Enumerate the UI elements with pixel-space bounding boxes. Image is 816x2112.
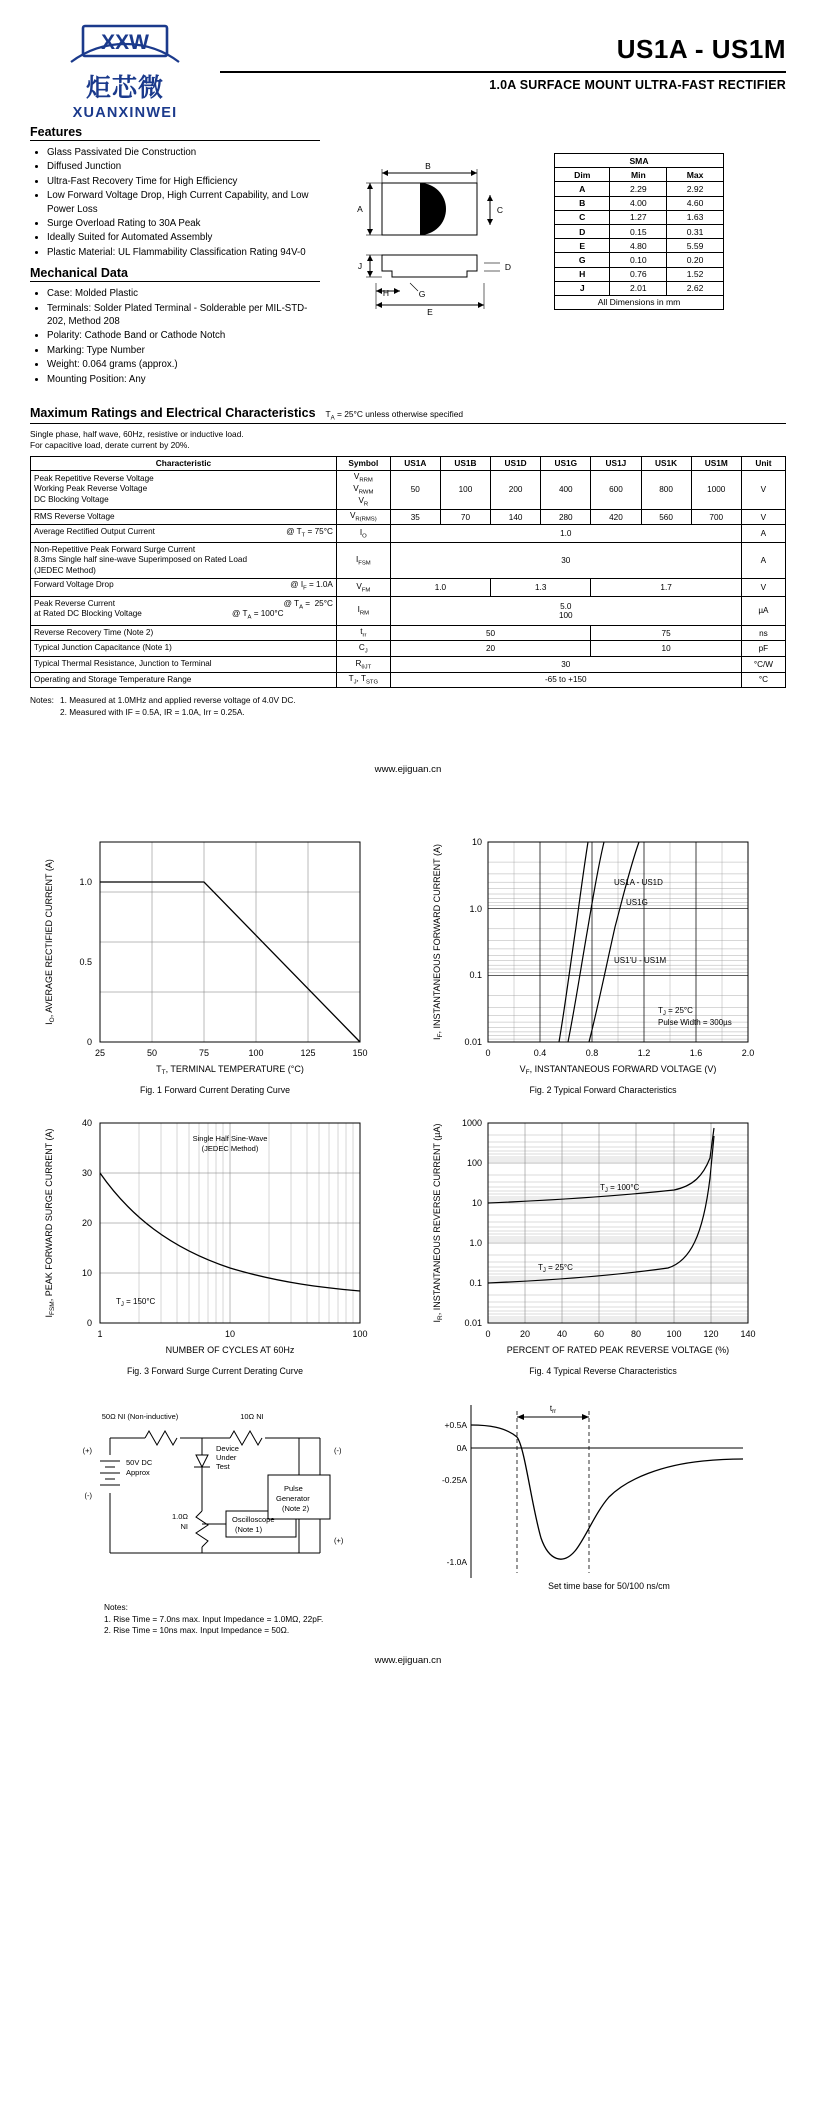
curve-us1j-us1m (589, 842, 639, 1042)
y-axis-label: $I_R$, INSTANTANEOUS REVERSE CURRENT (µA) (432, 1123, 444, 1323)
col-symbol: Symbol (336, 456, 390, 470)
cell-span: -65 to +150 (390, 672, 741, 688)
x-tick: 0 (485, 1329, 491, 1340)
y-tick: 0 (86, 1037, 92, 1048)
x-tick: 100 (248, 1048, 264, 1059)
note-item: 2. Rise Time = 10ns max. Input Impedance = 50Ω. (104, 1625, 290, 1636)
fig2-plot (418, 827, 788, 1077)
cell: B (555, 196, 610, 210)
char-line: 8.3ms Single half sine-wave Superimposed on Rated Load (34, 555, 248, 565)
cell: 280 (541, 509, 591, 525)
figure-3-caption: Fig. 3 Forward Surge Current Derating Curve (126, 1366, 303, 1377)
table-row (31, 525, 786, 543)
char-line: at Rated DC Blocking Voltage (34, 609, 142, 619)
table-row (31, 641, 786, 657)
y-tick: 0.5 (79, 957, 92, 968)
circuit-notes (30, 1602, 403, 1637)
row-symbol: $R_{\theta JT}$ (336, 657, 390, 673)
row-characteristic (31, 470, 337, 509)
row-symbol: $I_O$ (336, 525, 390, 543)
fig4-plot (418, 1108, 788, 1358)
svg-text:XXW: XXW (101, 31, 149, 54)
table-row (555, 295, 724, 309)
list-item: • Polarity: Cathode Band or Cathode Notch (47, 329, 320, 342)
table-row (31, 657, 786, 673)
annotation: Single Half Sine-Wave (192, 1134, 268, 1144)
y-tick: 10 (471, 837, 482, 848)
x-axis-label: $V_F$, INSTANTANEOUS FORWARD VOLTAGE (V) (519, 1064, 717, 1077)
list-item: • Diffused Junction (47, 160, 320, 173)
cell: H (555, 267, 610, 281)
cell-group: 50 (390, 625, 591, 641)
chart-row-2 (30, 1108, 786, 1377)
cell: 35 (390, 509, 440, 525)
polarity-minus: (-) (84, 1491, 92, 1501)
test-circuit-diagram (30, 1393, 400, 1593)
circuit-notes-title: Notes: (104, 1602, 128, 1613)
dut-label: Device (216, 1444, 239, 1454)
cell-unit: V (741, 509, 785, 525)
dim-label-B: B (425, 161, 431, 171)
cell: 0.31 (667, 224, 724, 238)
list-item: • Terminals: Solder Plated Terminal - Solderable per MIL-STD-202, Method 208 (47, 302, 320, 329)
y-tick: 0.1 (469, 1278, 482, 1289)
cell: D (555, 224, 610, 238)
upper-section (30, 125, 786, 390)
dim-label-C: C (496, 205, 504, 215)
char-condition: @ $T_T = 75^\circ C$ (286, 526, 333, 539)
cell-unit: A (741, 525, 785, 543)
title-block (220, 22, 786, 92)
series-label: US1A - US1D (614, 878, 663, 888)
list-item: • Glass Passivated Die Construction (47, 146, 320, 159)
cell-unit: V (741, 578, 785, 596)
cell-unit: °C/W (741, 657, 785, 673)
cell: 0.20 (667, 253, 724, 267)
y-tick: 30 (81, 1168, 92, 1179)
figure-4 (418, 1108, 788, 1377)
cell: J (555, 281, 610, 295)
table-row (555, 196, 724, 210)
figure-3 (30, 1108, 400, 1377)
row-characteristic: Typical Thermal Resistance, Junction to Terminal (31, 657, 337, 673)
cell-span: 30 (390, 543, 741, 579)
mechanical-list (30, 287, 320, 386)
x-tick: 10 (224, 1329, 236, 1340)
waveform-caption: Set time base for 50/100 ns/cm (548, 1581, 670, 1592)
cell-unit: A (741, 543, 785, 579)
fig3-plot (30, 1108, 400, 1358)
table-row (555, 154, 724, 168)
list-item: • Plastic Material: UL Flammability Classification Rating 94V-0 (47, 246, 320, 259)
features-heading: Features (30, 125, 320, 141)
page-header (30, 22, 786, 125)
test-circuit (30, 1393, 403, 1637)
x-tick: 1.2 (637, 1048, 651, 1059)
y-tick: 40 (81, 1118, 92, 1129)
table-row (31, 543, 786, 579)
col-us1d: US1D (491, 456, 541, 470)
table-row (555, 210, 724, 224)
package-drawing-column (332, 125, 542, 390)
waveform-curve (471, 1425, 743, 1559)
y-tick: 100 (466, 1158, 482, 1169)
dut-label: Test (216, 1462, 230, 1472)
cell: C (555, 210, 610, 224)
cell-group: 1.7 (591, 578, 741, 596)
dim-label-H: H (382, 288, 390, 298)
col-header-dim: Dim (555, 168, 610, 182)
figure-2 (418, 827, 788, 1096)
resistor-10-label: 10Ω NI (240, 1412, 264, 1422)
char-line: Forward Voltage Drop (34, 580, 114, 590)
list-item: • Mounting Position: Any (47, 373, 320, 386)
series-label: US1G (626, 898, 648, 908)
cell: 2.29 (610, 182, 667, 196)
cell: 0.15 (610, 224, 667, 238)
x-tick: 100 (666, 1329, 682, 1340)
cell: 0.76 (610, 267, 667, 281)
table-row (555, 239, 724, 253)
figure-4-caption: Fig. 4 Typical Reverse Characteristics (529, 1366, 677, 1377)
col-us1b: US1B (440, 456, 490, 470)
website-link-bottom[interactable]: www.ejiguan.cn (374, 1654, 442, 1666)
char-line: Peak Reverse Current (34, 598, 115, 608)
cell: 1.63 (667, 210, 724, 224)
list-item: • Weight: 0.064 grams (approx.) (47, 358, 320, 371)
x-axis-label: PERCENT OF RATED PEAK REVERSE VOLTAGE (%) (506, 1345, 730, 1356)
char-condition: @ $T_A = 25^\circ C$ (283, 598, 333, 611)
y-tick: 0A (456, 1443, 467, 1454)
condition-label: $T_J = 25^\circ C$ (538, 1263, 573, 1275)
ratings-preamble (30, 429, 786, 451)
title-divider (220, 71, 786, 73)
cell: 1000 (691, 470, 741, 509)
dimension-table-column (554, 125, 726, 390)
char-line: Non-Repetitive Peak Forward Surge Current (34, 544, 196, 554)
figure-1-caption: Fig. 1 Forward Current Derating Curve (139, 1085, 291, 1096)
char-line: Peak Repetitive Reverse Voltage (34, 473, 154, 483)
table-row (31, 578, 786, 596)
annotation: (JEDEC Method) (201, 1144, 259, 1154)
table-row (31, 672, 786, 688)
x-tick: 50 (146, 1048, 158, 1059)
ratings-section (30, 406, 786, 775)
list-item: • Ideally Suited for Automated Assembly (47, 231, 320, 244)
dim-label-A: A (357, 204, 363, 214)
note-item: 1. Rise Time = 7.0ns max. Input Impedance = 1.0MΩ, 22pF. (104, 1613, 324, 1624)
table-row (31, 470, 786, 509)
resistor-50-label: 50Ω NI (Non-inductive) (101, 1412, 179, 1422)
cell-unit: °C (741, 672, 785, 688)
cell-unit: pF (741, 641, 785, 657)
x-tick: 1 (97, 1329, 103, 1340)
x-axis-label: NUMBER OF CYCLES AT 60Hz (165, 1345, 295, 1356)
condition-label: Pulse Width = 300µs (658, 1018, 732, 1028)
condition-label: $T_J = 100^\circ C$ (600, 1183, 640, 1195)
features-list (30, 146, 320, 259)
y-tick: 0 (86, 1318, 92, 1329)
table-row (31, 509, 786, 525)
cell-group: 10 (591, 641, 741, 657)
row-characteristic: RMS Reverse Voltage (31, 509, 337, 525)
cell-unit: V (741, 470, 785, 509)
trr-label: $t_{rr}$ (549, 1404, 557, 1416)
table-row (555, 182, 724, 196)
x-tick: 1.6 (689, 1048, 703, 1059)
logo-chinese-text: 炬芯微 (85, 73, 164, 102)
chart-row-1 (30, 827, 786, 1096)
table-row (31, 625, 786, 641)
y-tick: 1.0 (469, 1238, 482, 1249)
cell: 1.52 (667, 267, 724, 281)
char-line: Average Rectified Output Current (34, 526, 155, 536)
table-row (31, 597, 786, 626)
y-tick: 20 (81, 1218, 92, 1229)
mechanical-heading: Mechanical Data (30, 266, 320, 282)
col-us1m: US1M (691, 456, 741, 470)
y-tick: +0.5A (444, 1420, 467, 1431)
cell: 2.92 (667, 182, 724, 196)
cell-unit: ns (741, 625, 785, 641)
cell: 4.80 (610, 239, 667, 253)
reverse-recovery-waveform (413, 1393, 783, 1593)
col-unit: Unit (741, 456, 785, 470)
package-outline-drawing (332, 155, 537, 335)
list-item: • Marking: Type Number (47, 344, 320, 357)
note-item: 2. Measured with IF = 0.5A, IR = 1.0A, Irr = 0.25A. (59, 706, 245, 717)
cell-span: 30 (390, 657, 741, 673)
cell: E (555, 239, 610, 253)
cell: 400 (541, 470, 591, 509)
ratings-notes (30, 695, 786, 718)
cell: 2.62 (667, 281, 724, 295)
list-item: • Surge Overload Rating to 30A Peak (47, 217, 320, 230)
logo-latin-text: XUANXINWEI (72, 105, 178, 121)
pulse-gen-label: Pulse (284, 1484, 303, 1494)
cell: 5.59 (667, 239, 724, 253)
x-tick: 25 (94, 1048, 106, 1059)
col-us1k: US1K (641, 456, 691, 470)
sma-title: SMA (555, 154, 724, 168)
row-characteristic: Typical Junction Capacitance (Note 1) (31, 641, 337, 657)
y-tick: 10 (81, 1268, 92, 1279)
x-tick: 0.4 (533, 1048, 547, 1059)
dim-label-D: D (504, 262, 512, 272)
row-symbol: $I_{RM}$ (336, 597, 390, 626)
row-symbol: $V_{R(RMS)}$ (336, 509, 390, 525)
table-row (555, 253, 724, 267)
scope-label: (Note 1) (235, 1525, 263, 1535)
char-line: (JEDEC Method) (34, 565, 96, 575)
col-header-min: Min (610, 168, 667, 182)
list-item: • Case: Molded Plastic (47, 287, 320, 300)
row-characteristic (31, 597, 337, 626)
y-tick: -1.0A (446, 1557, 467, 1568)
col-characteristic: Characteristic (31, 456, 337, 470)
x-tick: 140 (740, 1329, 756, 1340)
chart-row-3 (30, 1393, 786, 1637)
row-characteristic (31, 543, 337, 579)
y-tick: 0.01 (464, 1318, 482, 1329)
cell: G (555, 253, 610, 267)
figure-2-caption: Fig. 2 Typical Forward Characteristics (529, 1085, 677, 1096)
sma-dimensions-table (554, 153, 724, 310)
cell: 700 (691, 509, 741, 525)
col-us1j: US1J (591, 456, 641, 470)
row-symbol: $V_{FM}$ (336, 578, 390, 596)
cell: 2.01 (610, 281, 667, 295)
cell: 1.27 (610, 210, 667, 224)
curve-tj-25c (488, 1136, 714, 1283)
y-axis-label: $I_{FSM}$, PEAK FORWARD SURGE CURRENT (A) (44, 1128, 56, 1318)
cell: 4.00 (610, 196, 667, 210)
supply-label: Approx (126, 1468, 150, 1478)
table-row (555, 168, 724, 182)
resistor-1-label: NI (180, 1522, 188, 1532)
notes-list (60, 695, 296, 718)
cell: 0.10 (610, 253, 667, 267)
cell: A (555, 182, 610, 196)
y-axis-label: $I_O$, AVERAGE RECTIFIED CURRENT (A) (44, 859, 56, 1026)
y-tick: -0.25A (441, 1475, 467, 1486)
polarity-plus: (+) (82, 1446, 92, 1456)
polarity-plus-2: (+) (334, 1536, 344, 1546)
cell: 420 (591, 509, 641, 525)
row-characteristic (31, 525, 337, 543)
char-line: Working Peak Reverse Voltage (34, 484, 148, 494)
cell: 200 (491, 470, 541, 509)
cell-span: 1.0 (390, 525, 741, 543)
x-tick: 60 (593, 1329, 605, 1340)
list-item: • Low Forward Voltage Drop, High Current Capability, and Low Power Loss (47, 189, 320, 216)
row-symbol: $V_{RRM}$ $V_{RWM}$ $V_R$ (336, 470, 390, 509)
pulse-gen-label: Generator (276, 1494, 310, 1504)
row-symbol: $T_J$, $T_{STG}$ (336, 672, 390, 688)
y-axis-label: $I_F$, INSTANTANEOUS FORWARD CURRENT (A) (432, 844, 444, 1041)
cell: 800 (641, 470, 691, 509)
fig1-plot (30, 827, 400, 1077)
condition-label: $T_J = 25^\circ C$ (658, 1006, 693, 1018)
cell: 140 (491, 509, 541, 525)
x-tick: 80 (630, 1329, 642, 1340)
x-tick: 20 (519, 1329, 531, 1340)
table-row (555, 281, 724, 295)
ratings-heading-row (30, 406, 786, 424)
x-tick: 100 (352, 1329, 368, 1340)
x-tick: 0.8 (585, 1048, 599, 1059)
x-tick: 150 (352, 1048, 368, 1059)
row-characteristic: Reverse Recovery Time (Note 2) (31, 625, 337, 641)
ratings-table (30, 456, 786, 689)
cell-group: 1.3 (491, 578, 591, 596)
cell-group: 1.0 (390, 578, 490, 596)
cell-span: 5.0 100 (390, 597, 741, 626)
row-symbol: $I_{FSM}$ (336, 543, 390, 579)
cell: 560 (641, 509, 691, 525)
table-row (555, 267, 724, 281)
y-tick: 1000 (461, 1118, 482, 1129)
cell-group: 20 (390, 641, 591, 657)
supply-label: 50V DC (126, 1458, 153, 1468)
x-tick: 75 (198, 1048, 210, 1059)
dim-label-G: G (418, 289, 426, 299)
ratings-heading-note: $T_A = 25^\circ C$ unless otherwise specified (325, 409, 464, 422)
scope-label: Oscilloscope (232, 1515, 275, 1525)
cell: 70 (440, 509, 490, 525)
website-link-top[interactable]: www.ejiguan.cn (374, 764, 442, 776)
cell: 100 (440, 470, 490, 509)
y-tick: 1.0 (79, 877, 92, 888)
preamble-line-1: Single phase, half wave, 60Hz, resistive or inductive load. (30, 428, 244, 439)
pulse-gen-label: (Note 2) (282, 1504, 310, 1514)
waveform-figure (413, 1393, 786, 1637)
dut-label: Under (216, 1453, 237, 1463)
x-tick: 40 (556, 1329, 568, 1340)
ratings-heading: Maximum Ratings and Electrical Characteristics (30, 406, 316, 421)
company-logo (30, 22, 220, 121)
row-symbol: $C_J$ (336, 641, 390, 657)
x-axis-label: $T_T$, TERMINAL TEMPERATURE (°C) (156, 1064, 304, 1077)
cell: 600 (591, 470, 641, 509)
logo-mark-icon (65, 22, 185, 66)
list-item: • Ultra-Fast Recovery Time for High Efficiency (47, 175, 320, 188)
table-row (555, 224, 724, 238)
row-characteristic (31, 578, 337, 596)
char-condition: @ $I_F = 1.0A$ (290, 580, 333, 593)
charts-section (30, 827, 786, 1637)
notes-label: Notes: (30, 695, 54, 706)
cell: 50 (390, 470, 440, 509)
series-label: US1'U - US1M (614, 956, 667, 966)
resistor-1-label: 1.0Ω (171, 1512, 188, 1522)
cell-group: 75 (591, 625, 741, 641)
preamble-line-2: For capacitive load, derate current by 20%. (30, 439, 190, 450)
y-tick: 10 (471, 1198, 482, 1209)
col-us1a: US1A (390, 456, 440, 470)
col-header-max: Max (667, 168, 724, 182)
dim-label-E: E (427, 307, 433, 317)
part-description: 1.0A SURFACE MOUNT ULTRA-FAST RECTIFIER (489, 78, 786, 92)
x-tick: 0 (485, 1048, 491, 1059)
cell: 4.60 (667, 196, 724, 210)
condition-label: $T_J = 150^\circ C$ (116, 1297, 156, 1309)
row-characteristic: Operating and Storage Temperature Range (31, 672, 337, 688)
cell-unit: µA (741, 597, 785, 626)
col-us1g: US1G (541, 456, 591, 470)
x-tick: 120 (703, 1329, 719, 1340)
y-tick: 1.0 (469, 904, 482, 915)
x-tick: 125 (300, 1048, 316, 1059)
x-tick: 2.0 (741, 1048, 755, 1059)
y-tick: 0.1 (469, 970, 482, 981)
dim-label-J: J (357, 261, 363, 271)
part-number-title: US1A - US1M (616, 34, 786, 64)
char-line: DC Blocking Voltage (34, 494, 109, 504)
row-symbol: $t_{rr}$ (336, 625, 390, 641)
y-tick: 0.01 (464, 1037, 482, 1048)
dimensions-footer: All Dimensions in mm (555, 295, 724, 309)
char-condition: @ $T_A = 100^\circ C$ (232, 609, 284, 621)
figure-1 (30, 827, 400, 1096)
polarity-minus-2: (-) (334, 1446, 342, 1456)
features-column (30, 125, 320, 390)
note-item: 1. Measured at 1.0MHz and applied reverse voltage of 4.0V DC. (59, 695, 296, 706)
table-header-row (31, 456, 786, 470)
